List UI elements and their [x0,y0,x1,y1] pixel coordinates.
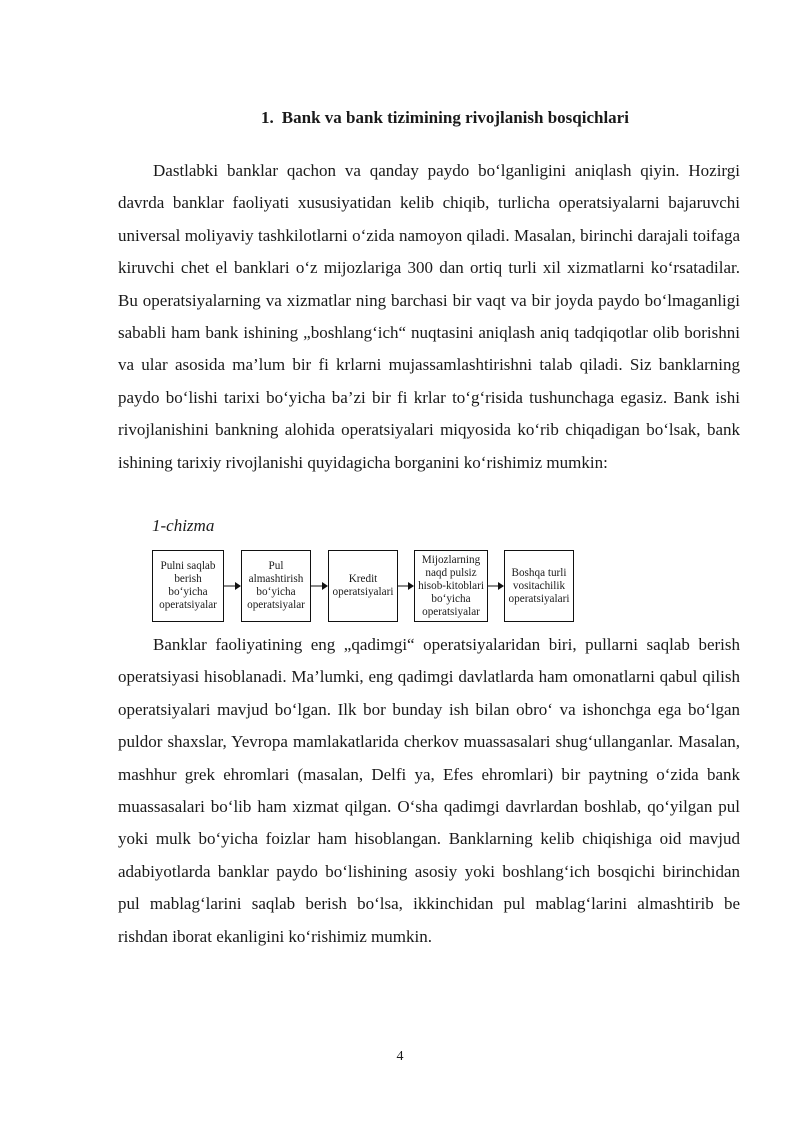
flow-box-deposit: Pulni saqlab berish bo‘yicha operatsiyalar [152,550,224,622]
flow-arrow-icon [224,580,241,592]
flow-box-credit: Kredit operatsiyalari [328,550,398,622]
flow-arrow-icon [488,580,504,592]
diagram-caption: 1-chizma [152,516,215,535]
section-title: Bank va bank tizimining rivojlanish bosqichlari [281,108,629,127]
flow-box-brokerage: Boshqa turli vositachilik operatsiyalari [504,550,574,622]
section-heading [0,108,800,128]
page-number: 4 [396,1049,404,1064]
flow-arrow-icon [311,580,328,592]
flow-diagram [152,550,592,626]
flow-arrow-icon [398,580,414,592]
paragraph-history: Banklar faoliyatining eng „qadimgi“ operatsiyalaridan biri, pullarni saqlab berish operatsiyasi hisoblanadi. Ma’lumki, eng qadimgi davlatlarda ham omonatlarni qabul qilish operatsiyalari mavjud bo‘lgan. Ilk bor bunday ish bilan obro‘ va ishonchga ega bo‘lgan puldor shaxslar, Yevropa mamlakatlarida cherkov muassasalari shug‘ullanganlar. Masalan, mashhur grek ehromlari (masalan, Delfi ya, Efes ehromlari) bir paytning o‘zida bank muassasalari bo‘lib ham xizmat qilgan. O‘sha qadimgi davrlardan boshlab, qo‘yilgan pul yoki mulk bo‘yicha foizlar ham hisoblangan. Banklarning kelib chiqishiga oid mavjud adabiyotlarda banklar paydo bo‘lishining asosiy yoki boshlang‘ich bosqichi birinchidan pul mablag‘larini saqlab berish bo‘lsa, ikkinchidan pul mablag‘larini almashtirib be rishdan iborat ekanligini ko‘rishimiz mumkin. [118,635,740,946]
paragraph-intro: Dastlabki banklar qachon va qanday paydo bo‘lganligini aniqlash qiyin. Hozirgi davrda banklar faoliyati xususiyatidan kelib chiqib, turlicha operatsiyalarni bajaruvchi universal moliyaviy tashkilotlarni o‘zida namoyon qiladi. Masalan, birinchi darajali toifaga kiruvchi chet el banklari o‘z mijozlariga 300 dan ortiq turli xil xizmatlarni ko‘rsatadilar. Bu operatsiyalarning va xizmatlar ning barchasi bir vaqt va bir joyda paydo bo‘lmaganligi sababli ham bank ishining „boshlang‘ich“ nuqtasini aniqlash aniq tadqiqotlar olib borishni va ular asosida ma’lum bir fi krlarni mujassamlashtirishni talab qiladi. Siz banklarning paydo bo‘lishi tarixi bo‘yicha ba’zi bir fi krlar to‘g‘risida tushunchaga egasiz. Bank ishi rivojlanishini bankning alohida operatsiyalari miqyosida ko‘rib chiqadigan bo‘lsak, bank ishining tarixiy rivojlanishi quyidagicha borganini ko‘rishimiz mumkin: [118,161,740,472]
flow-box-exchange: Pul almashtirish bo‘yicha operatsiyalar [241,550,311,622]
flow-box-settlements: Mijozlarning naqd pulsiz hisob-kitoblari bo‘yicha operatsiyalar [414,550,488,622]
section-number: 1. [261,108,274,127]
